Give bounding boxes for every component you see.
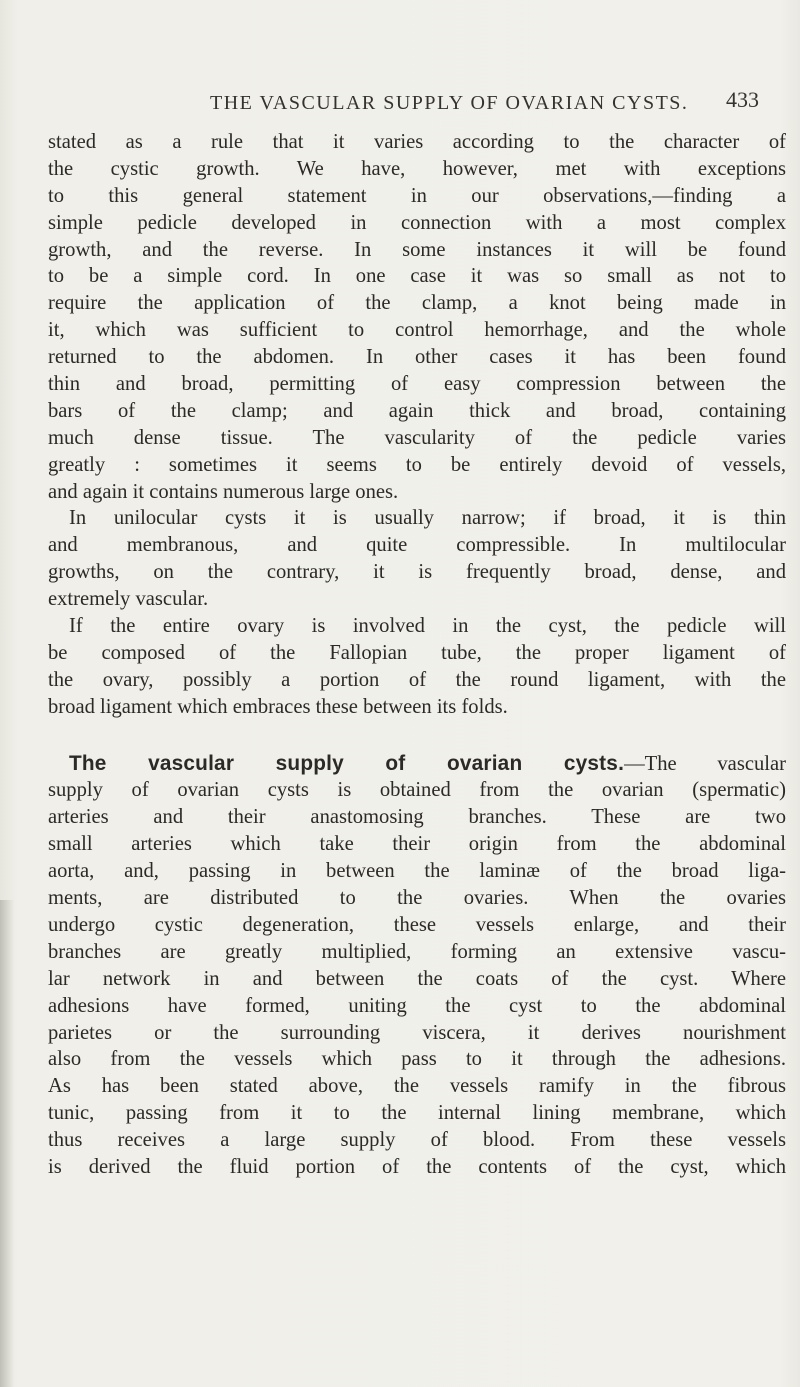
text-line: tunic, passing from it to the internal lining membrane, which <box>48 1102 786 1125</box>
text-line: aorta, and, passing in between the laminæ of the broad liga- <box>48 860 786 883</box>
text-line: extremely vascular. <box>48 588 209 611</box>
paragraph-unilocular <box>48 505 786 613</box>
page-number: 433 <box>726 87 759 112</box>
text-line: returned to the abdomen. In other cases it has been found <box>48 346 786 369</box>
text-line: also from the vessels which pass to it through the adhesions. <box>48 1048 786 1071</box>
section-vascular-supply <box>48 751 786 1181</box>
paragraph-entire-ovary <box>48 613 786 721</box>
text-line: greatly : sometimes it seems to be entirely devoid of vessels, <box>48 453 786 476</box>
text-line: bars of the clamp; and again thick and broad, containing <box>48 399 786 422</box>
body-text <box>48 129 786 1181</box>
text-line: As has been stated above, the vessels ramify in the fibrous <box>48 1075 786 1098</box>
text-line: and membranous, and quite compressible. In multilocular <box>48 534 786 557</box>
section-spacer <box>48 721 786 751</box>
text-line: If the entire ovary is involved in the cyst, the pedicle will <box>69 615 786 638</box>
page-gutter-shadow <box>0 900 14 1387</box>
text-line: undergo cystic degeneration, these vessels enlarge, and their <box>48 913 786 936</box>
text-line: arteries and their anastomosing branches. These are two <box>48 806 786 829</box>
section-first-line <box>48 751 786 778</box>
text-line: the cystic growth. We have, however, met with exceptions <box>48 157 786 180</box>
text-line: growths, on the contrary, it is frequently broad, dense, and <box>48 561 786 584</box>
text-line: it, which was sufficient to control hemorrhage, and the whole <box>48 319 786 342</box>
text-line: broad ligament which embraces these between its folds. <box>48 695 508 718</box>
text-line: the ovary, possibly a portion of the round ligament, with the <box>48 668 786 691</box>
text-line: ments, are distributed to the ovaries. When the ovaries <box>48 887 786 910</box>
text-line: is derived the fluid portion of the contents of the cyst, which <box>48 1155 786 1178</box>
text-line: small arteries which take their origin from the abdominal <box>48 833 786 856</box>
text-line: be composed of the Fallopian tube, the proper ligament of <box>48 641 786 664</box>
text-line: growth, and the reverse. In some instances it will be found <box>48 238 786 261</box>
text-line: to be a simple cord. In one case it was so small as not to <box>48 265 786 288</box>
text-line: branches are greatly multiplied, forming an extensive vascu- <box>48 940 786 963</box>
text-line: adhesions have formed, uniting the cyst to the abdominal <box>48 994 786 1017</box>
section-heading: The vascular supply of ovarian cysts. <box>69 751 625 775</box>
text-line: supply of ovarian cysts is obtained from the ovarian (spermatic) <box>48 779 786 802</box>
section-heading-continuation: —The vascular <box>624 752 786 775</box>
text-line: lar network in and between the coats of the cyst. Where <box>48 967 786 990</box>
text-line: In unilocular cysts it is usually narrow; if broad, it is thin <box>69 507 786 530</box>
text-line: parietes or the surrounding viscera, it derives nourishment <box>48 1021 786 1044</box>
running-head: THE VASCULAR SUPPLY OF OVARIAN CYSTS. <box>210 92 689 114</box>
text-line: and again it contains numerous large ones. <box>48 480 399 503</box>
text-line: thus receives a large supply of blood. From these vessels <box>48 1129 786 1152</box>
text-line: require the application of the clamp, a knot being made in <box>48 292 786 315</box>
text-line: much dense tissue. The vascularity of the pedicle varies <box>48 426 786 449</box>
text-line: thin and broad, permitting of easy compression between the <box>48 373 786 396</box>
paragraph-pedicle-continued <box>48 129 786 505</box>
text-line: stated as a rule that it varies according to the character of <box>48 131 786 153</box>
text-line: simple pedicle developed in connection with a most complex <box>48 211 786 234</box>
text-line: to this general statement in our observations,—finding a <box>48 184 786 207</box>
